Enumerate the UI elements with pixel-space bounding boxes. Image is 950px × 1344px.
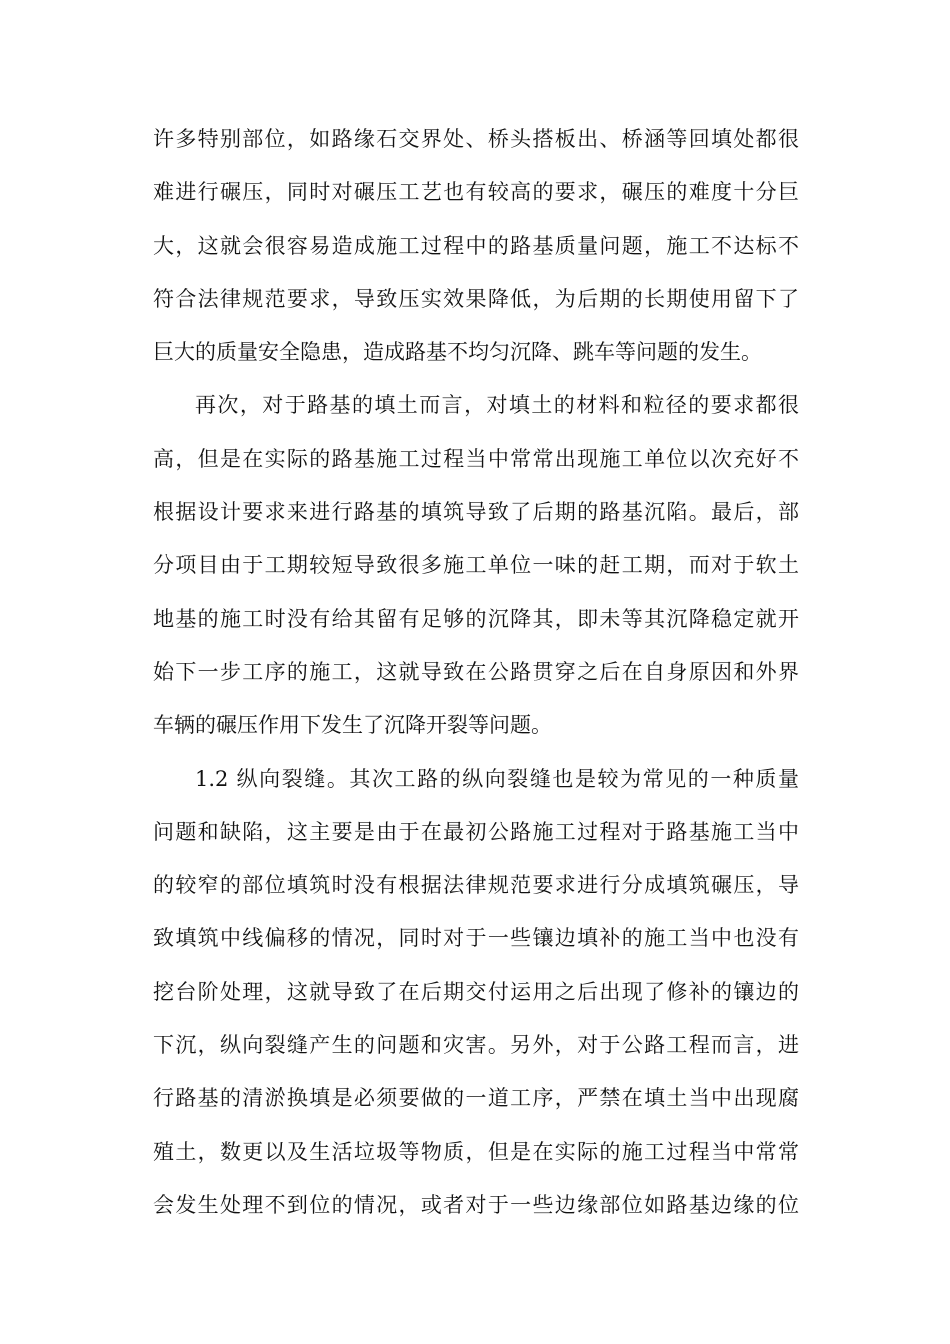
text-line: 殖土，数更以及生活垃圾等物质，但是在实际的施工过程当中常常 [153, 1139, 799, 1164]
text-line: 致填筑中线偏移的情况，同时对于一些镶边填补的施工当中也没有 [153, 926, 799, 951]
text-line: 始下一步工序的施工，这就导致在公路贯穿之后在自身原因和外界 [153, 659, 799, 684]
text-line: 分项目由于工期较短导致很多施工单位一味的赶工期，而对于软土 [153, 553, 799, 578]
text-line: 大，这就会很容易造成施工过程中的路基质量问题，施工不达标不 [153, 233, 799, 258]
text-line: 再次，对于路基的填土而言，对填土的材料和粒径的要求都很 [195, 393, 799, 418]
body-text [153, 113, 799, 1232]
paragraph-fill-material [153, 379, 799, 752]
paragraph-roadbed-compaction [153, 113, 799, 379]
text-line: 许多特别部位，如路缘石交界处、桥头搭板出、桥涵等回填处都很 [153, 127, 799, 151]
text-line: 会发生处理不到位的情况，或者对于一些边缘部位如路基边缘的位 [153, 1192, 799, 1217]
text-line: 问题和缺陷，这主要是由于在最初公路施工过程对于路基施工当中 [153, 819, 799, 844]
paragraph-longitudinal-cracks [153, 753, 799, 1233]
text-line: 高，但是在实际的路基施工过程当中常常出现施工单位以次充好不 [153, 446, 799, 471]
text-line: 车辆的碾压作用下发生了沉降开裂等问题。 [153, 713, 552, 738]
text-line: 1.2 纵向裂缝。其次工路的纵向裂缝也是较为常见的一种质量 [195, 766, 799, 791]
text-line: 地基的施工时没有给其留有足够的沉降其，即未等其沉降稳定就开 [153, 606, 799, 631]
text-line: 巨大的质量安全隐患，造成路基不均匀沉降、跳车等问题的发生。 [153, 340, 762, 365]
text-line: 下沉，纵向裂缝产生的问题和灾害。另外，对于公路工程而言，进 [153, 1033, 799, 1058]
text-line: 挖台阶处理，这就导致了在后期交付运用之后出现了修补的镶边的 [153, 979, 799, 1004]
text-line: 难进行碾压，同时对碾压工艺也有较高的要求，碾压的难度十分巨 [153, 180, 799, 205]
text-line: 的较窄的部位填筑时没有根据法律规范要求进行分成填筑碾压，导 [153, 873, 799, 898]
text-line: 行路基的清淤换填是必须要做的一道工序，严禁在填土当中出现腐 [153, 1086, 799, 1111]
text-line: 根据设计要求来进行路基的填筑导致了后期的路基沉陷。最后，部 [153, 500, 799, 525]
text-line: 符合法律规范要求，导致压实效果降低，为后期的长期使用留下了 [153, 286, 799, 311]
